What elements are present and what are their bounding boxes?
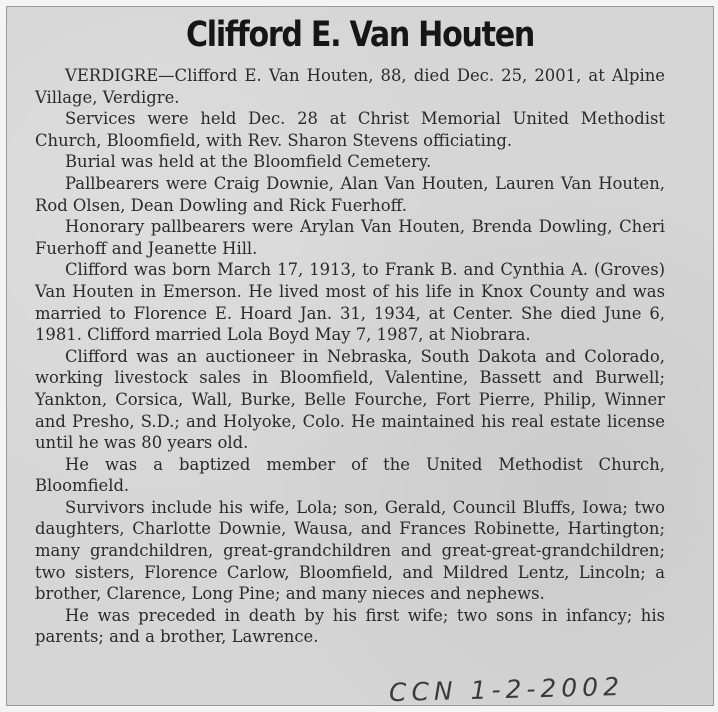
paragraph-death-notice: VERDIGRE—Clifford E. Van Houten, 88, died Dec. 25, 2001, at Alpine Village, Verdigre. xyxy=(35,66,665,107)
paragraph-honorary-pallbearers: Honorary pallbearers were Arylan Van Houten, Brenda Dowling, Cheri Fuerhoff and Jeanette Hill. xyxy=(35,217,665,258)
paragraph-preceded: He was preceded in death by his first wife; two sons in infancy; his parents; and a brother, Lawrence. xyxy=(35,605,665,647)
obituary-headline: Clifford E. Van Houten xyxy=(186,15,534,55)
paragraph-services: Services were held Dec. 28 at Christ Memorial United Methodist Church, Bloomfield, with Rev. Sharon Stevens officiating. xyxy=(35,109,665,150)
paragraph-biography: Clifford was born March 17, 1913, to Frank B. and Cynthia A. (Groves) Van Houten in Emerson. He lived most of his life in Knox County and was married to Florence E. Hoard Jan. 31, 1934, at Center. She died June 6, 1981. Clifford married Lola Boyd May 7, 1987, at Niobrara. xyxy=(35,260,665,345)
obituary-body xyxy=(35,65,665,648)
paragraph-burial: Burial was held at the Bloomfield Cemetery. xyxy=(65,152,432,172)
paragraph-survivors: Survivors include his wife, Lola; son, Gerald, Council Bluffs, Iowa; two daughters, Charlotte Downie, Wausa, and Frances Robinette, Hartington; many grandchildren, great-grandchildren and great-great-grandchildren; two sisters, Florence Carlow, Bloomfield, and Mildred Lentz, Lincoln; a brother, Clarence, Long Pine; and many nieces and nephews. xyxy=(35,497,665,604)
paragraph-church: He was a baptized member of the United Methodist Church, Bloomfield. xyxy=(35,454,665,496)
paragraph-career: Clifford was an auctioneer in Nebraska, South Dakota and Colorado, working livestock sales in Bloomfield, Valentine, Bassett and Burwell; Yankton, Corsica, Wall, Burke, Belle Fourche, Fort Pierre, Philip, Winner and Presho, S.D.; and Holyoke, Colo. He maintained his real estate license until he was 80 years old. xyxy=(35,346,665,453)
handwritten-note: CCN 1-2-2002 xyxy=(388,671,625,708)
paragraph-pallbearers: Pallbearers were Craig Downie, Alan Van Houten, Lauren Van Houten, Rod Olsen, Dean Dowling and Rick Fuerhoff. xyxy=(35,173,665,215)
newspaper-clipping xyxy=(6,6,714,706)
